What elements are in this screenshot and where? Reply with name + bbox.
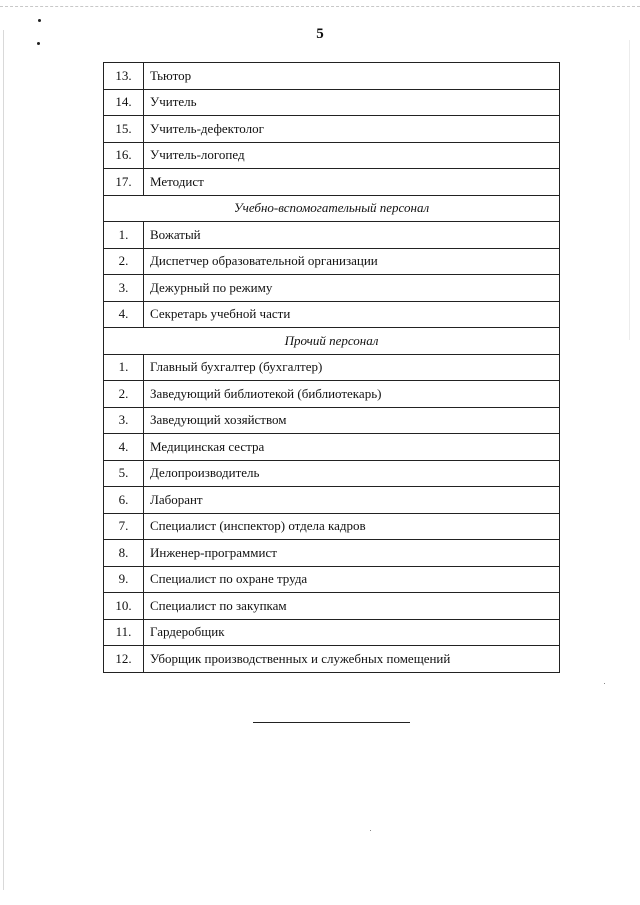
position-title: Тьютор: [144, 63, 560, 90]
table-row: [104, 566, 560, 593]
scan-left-edge: [3, 30, 4, 890]
table-row: [104, 63, 560, 90]
scan-speck: [370, 830, 371, 831]
staff-positions-table: [103, 62, 560, 673]
row-number: 1.: [104, 222, 144, 249]
row-number: 4.: [104, 434, 144, 461]
row-number: 7.: [104, 513, 144, 540]
table-row: [104, 381, 560, 408]
position-title: Заведующий хозяйством: [144, 407, 560, 434]
row-number: 12.: [104, 646, 144, 673]
row-number: 3.: [104, 407, 144, 434]
position-title: Секретарь учебной части: [144, 301, 560, 328]
position-title: Делопроизводитель: [144, 460, 560, 487]
row-number: 6.: [104, 487, 144, 514]
row-number: 8.: [104, 540, 144, 567]
row-number: 15.: [104, 116, 144, 143]
position-title: Инженер-программист: [144, 540, 560, 567]
table-row: [104, 434, 560, 461]
table-row: [104, 301, 560, 328]
position-title: Специалист по охране труда: [144, 566, 560, 593]
row-number: 1.: [104, 354, 144, 381]
table-row: [104, 275, 560, 302]
table-row: [104, 593, 560, 620]
table-body: [104, 63, 560, 673]
row-number: 10.: [104, 593, 144, 620]
position-title: Учитель: [144, 89, 560, 116]
section-title: Учебно-вспомогательный персонал: [104, 195, 560, 222]
row-number: 2.: [104, 381, 144, 408]
position-title: Лаборант: [144, 487, 560, 514]
position-title: Специалист по закупкам: [144, 593, 560, 620]
row-number: 16.: [104, 142, 144, 169]
row-number: 17.: [104, 169, 144, 196]
table-row: [104, 142, 560, 169]
position-title: Уборщик производственных и служебных помещений: [144, 646, 560, 673]
table-row: [104, 407, 560, 434]
row-number: 3.: [104, 275, 144, 302]
section-header-row: [104, 195, 560, 222]
section-title: Прочий персонал: [104, 328, 560, 355]
scan-top-border: [0, 6, 640, 7]
position-title: Учитель-логопед: [144, 142, 560, 169]
table-row: [104, 248, 560, 275]
section-header-row: [104, 328, 560, 355]
row-number: 2.: [104, 248, 144, 275]
page-number: 5: [316, 26, 324, 42]
table-row: [104, 222, 560, 249]
table-row: [104, 89, 560, 116]
position-title: Медицинская сестра: [144, 434, 560, 461]
table-row: [104, 487, 560, 514]
end-of-list-rule: [253, 722, 410, 723]
scan-right-edge: [629, 40, 630, 340]
position-title: Методист: [144, 169, 560, 196]
position-title: Диспетчер образовательной организации: [144, 248, 560, 275]
table-row: [104, 646, 560, 673]
scan-speck: [604, 683, 605, 684]
table-row: [104, 460, 560, 487]
row-number: 11.: [104, 619, 144, 646]
position-title: Заведующий библиотекой (библиотекарь): [144, 381, 560, 408]
scan-speck: [38, 19, 41, 22]
table-row: [104, 169, 560, 196]
position-title: Главный бухгалтер (бухгалтер): [144, 354, 560, 381]
row-number: 5.: [104, 460, 144, 487]
table-row: [104, 619, 560, 646]
row-number: 9.: [104, 566, 144, 593]
table-row: [104, 116, 560, 143]
table-row: [104, 354, 560, 381]
table-row: [104, 540, 560, 567]
position-title: Учитель-дефектолог: [144, 116, 560, 143]
position-title: Гардеробщик: [144, 619, 560, 646]
row-number: 4.: [104, 301, 144, 328]
position-title: Вожатый: [144, 222, 560, 249]
row-number: 13.: [104, 63, 144, 90]
row-number: 14.: [104, 89, 144, 116]
table-row: [104, 513, 560, 540]
position-title: Специалист (инспектор) отдела кадров: [144, 513, 560, 540]
position-title: Дежурный по режиму: [144, 275, 560, 302]
